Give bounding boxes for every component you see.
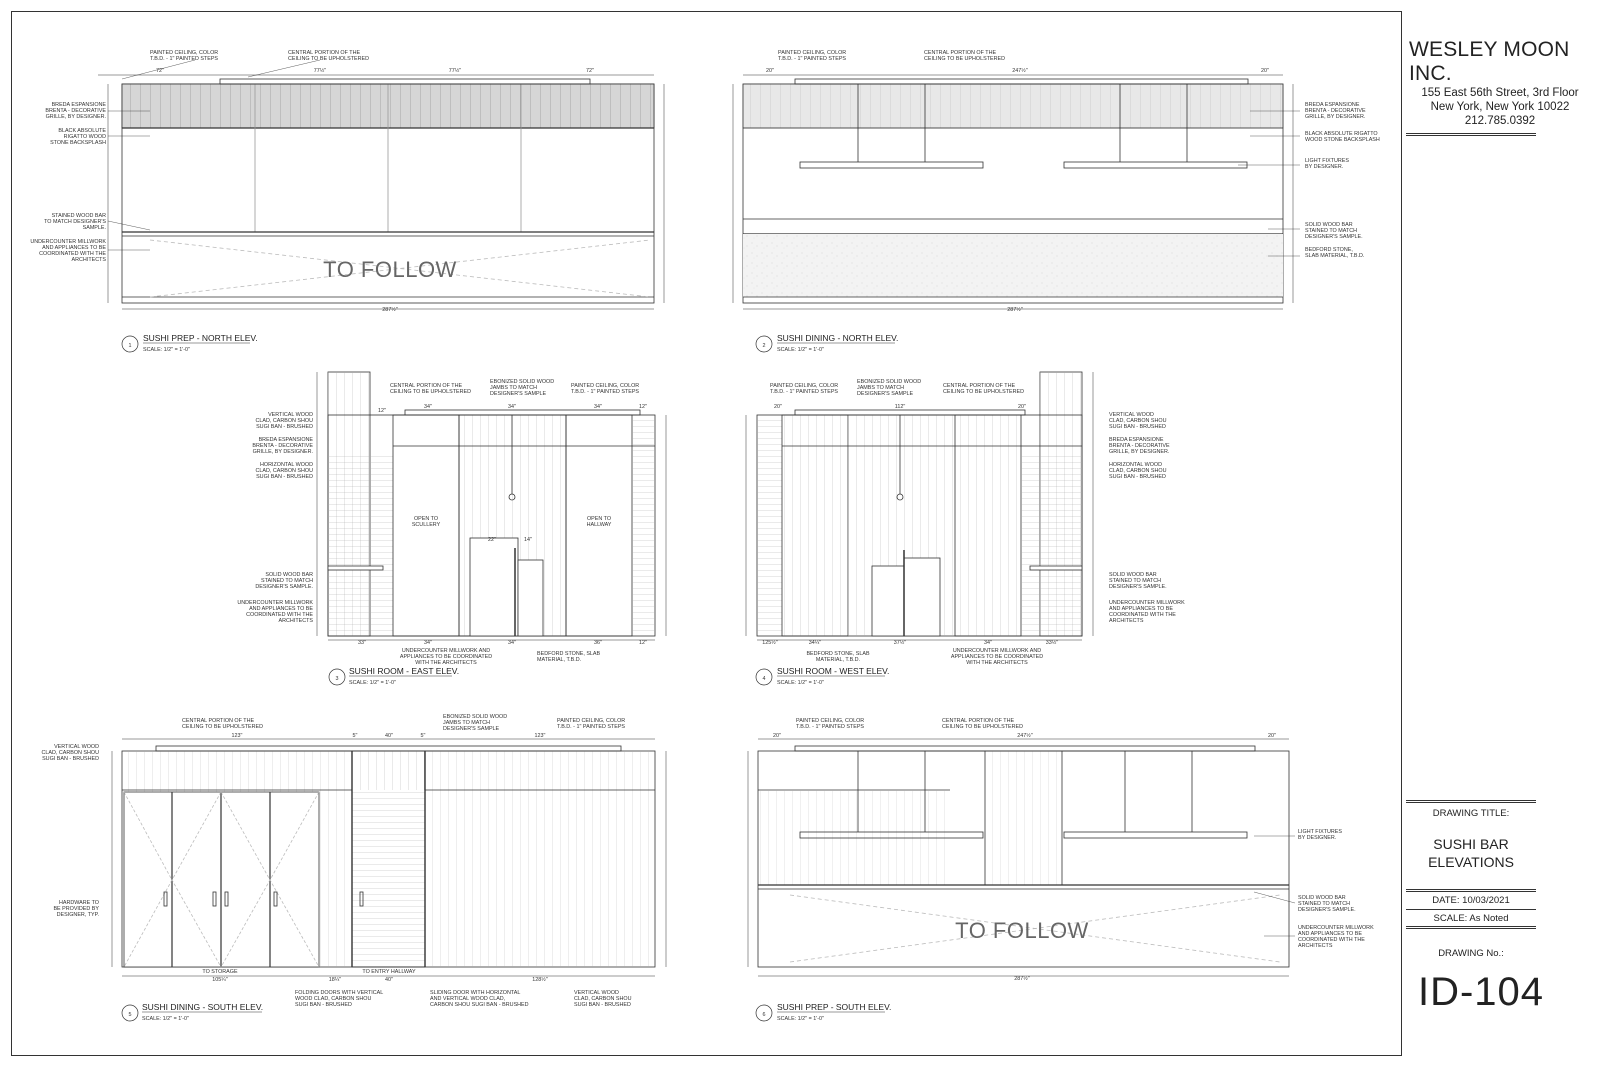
upholstered-ceiling [405,410,640,415]
view-scale: SCALE: 1/2" = 1'-0" [142,1016,189,1022]
address-line-1: 155 East 56th Street, 3rd Floor [1421,87,1579,99]
note-vertical-wood: SUGI BAN - BRUSHED [42,756,99,762]
upholstered-ceiling [220,79,590,84]
note-breda-grille: BRENTA - DECORATIVE [45,108,106,114]
view-title-2 [756,333,898,353]
drawing-number-label: DRAWING No.: [1438,948,1504,959]
note-central-ceiling: CEILING TO BE UPHOLSTERED [942,724,1023,730]
dimension: 20" [773,733,781,739]
note-undercounter: UNDERCOUNTER MILLWORK [1298,925,1374,931]
note-breda-grille: BREDA ESPANSIONE [1109,437,1164,443]
note-breda-grille: GRILLE, BY DESIGNER. [1305,114,1366,120]
note-undercounter: UNDERCOUNTER MILLWORK AND [401,648,491,654]
door-opening [872,566,904,636]
note-undercounter: COORDINATED WITH THE [1109,612,1176,618]
drawing-title [1406,835,1536,871]
wood-bar [328,566,383,570]
note-backsplash: BLACK ABSOLUTE [58,128,106,134]
note-vertical-wood: SUGI BAN - BRUSHED [1109,424,1166,430]
stone-panel [743,234,1283,297]
note-folding-doors: SUGI BAN - BRUSHED [295,1002,352,1008]
view-scale: SCALE: 1/2" = 1'-0" [143,347,190,353]
note-horizontal-wood: CLAD, CARBON SHOU [255,468,313,474]
note-undercounter: ARCHITECTS [1109,618,1144,624]
drawing-number: ID-104 [1417,970,1545,1014]
view-3-sushi-room-east [317,372,666,640]
note-solid-wood-bar: DESIGNER'S SAMPLE. [1298,907,1356,913]
note-undercounter: UNDERCOUNTER MILLWORK [30,239,106,245]
dimension: 287½" [1014,976,1030,982]
light-fixture [800,162,983,168]
note-breda-grille: GRILLE, BY DESIGNER. [252,449,313,455]
view-number: 1 [128,343,132,349]
note-bedford-stone: BEDFORD STONE, SLAB [537,651,601,657]
dimension: 34" [984,640,992,646]
note-vertical-wood: VERTICAL WOOD [1109,412,1154,418]
view-title: SUSHI PREP - NORTH ELEV. [143,333,258,343]
note-painted-ceiling: PAINTED CEILING, COLOR [796,718,865,724]
note-horizontal-wood: SUGI BAN - BRUSHED [256,474,313,480]
dimension: 77½" [448,68,462,74]
light-fixture [1064,162,1247,168]
note-hardware: HARDWARE TO [58,900,99,906]
note-solid-wood-bar: DESIGNER'S SAMPLE. [1109,584,1167,590]
note-undercounter: COORDINATED WITH THE [39,251,106,257]
upholstered-ceiling [795,746,1255,751]
dimension: 33½" [1045,640,1059,646]
dimension: 247½" [1017,733,1033,739]
note-open-to-hallway: HALLWAY [586,522,612,528]
note-painted-ceiling: PAINTED CEILING, COLOR [557,718,626,724]
note-backsplash: WOOD STONE BACKSPLASH [1305,137,1380,143]
upholstered-ceiling [795,410,1025,415]
note-to-storage: TO STORAGE [202,969,238,975]
view-scale: SCALE: 1/2" = 1'-0" [777,680,824,686]
dimension: 105¼" [212,977,228,983]
decorative-grille [743,84,1283,128]
title-block-rule [1406,889,1536,892]
note-breda-grille: BREDA ESPANSIONE [51,102,106,108]
view-title: SUSHI ROOM - WEST ELEV. [777,666,890,676]
note-breda-grille: BRENTA - DECORATIVE [252,443,313,449]
upholstered-ceiling [156,746,621,751]
note-backsplash: RIGATTO WOOD [63,134,106,140]
view-title: SUSHI DINING - NORTH ELEV. [777,333,899,343]
note-undercounter: WITH THE ARCHITECTS [966,660,1028,666]
drawing-title-line-2: ELEVATIONS [1428,854,1514,870]
note-stained-wood-bar: STAINED WOOD BAR [51,213,106,219]
dimension: 12" [639,640,647,646]
note-open-to-scullery: OPEN TO [413,516,439,522]
note-ebonized-jambs: DESIGNER'S SAMPLE [443,726,500,732]
note-undercounter: APPLIANCES TO BE COORDINATED [399,654,493,660]
view-scale: SCALE: 1/2" = 1'-0" [777,347,824,353]
note-painted-ceiling: PAINTED CEILING, COLOR [571,383,640,389]
note-horizontal-wood: SUGI BAN - BRUSHED [1109,474,1166,480]
note-undercounter: UNDERCOUNTER MILLWORK AND [952,648,1042,654]
note-undercounter: COORDINATED WITH THE [1298,937,1365,943]
note-solid-wood-bar: STAINED TO MATCH [1305,228,1358,234]
dimension: 5" [352,733,358,739]
dimension: 34" [508,404,516,410]
note-solid-wood-bar: SOLID WOOD BAR [1298,895,1346,901]
dimension: 287½" [382,307,398,313]
note-central-ceiling: CEILING TO BE UPHOLSTERED [943,389,1024,395]
note-light-fixtures: BY DESIGNER. [1298,835,1337,841]
note-central-ceiling: CENTRAL PORTION OF THE [182,718,255,724]
dimension: 40" [385,977,393,983]
dimension: 287½" [1007,307,1023,313]
note-central-ceiling: CENTRAL PORTION OF THE [943,383,1016,389]
dimension: 72" [156,68,164,74]
note-light-fixtures: LIGHT FIXTURES [1305,158,1349,164]
view-number: 5 [128,1012,132,1018]
note-breda-grille: BREDA ESPANSIONE [258,437,313,443]
note-vertical-wood: CLAD, CARBON SHOU [574,996,632,1002]
dimension: 20" [1018,404,1026,410]
note-ebonized-jambs: EBONIZED SOLID WOOD [443,714,508,720]
note-solid-wood-bar: STAINED TO MATCH [260,578,313,584]
dimension: 20" [1261,68,1269,74]
note-painted-ceiling: T.B.D. - 1" PAINTED STEPS [150,56,219,62]
note-bedford-stone: SLAB MATERIAL, T.B.D. [1305,253,1365,259]
dimension: 247½" [1012,68,1028,74]
note-painted-ceiling: T.B.D. - 1" PAINTED STEPS [571,389,640,395]
note-painted-ceiling: PAINTED CEILING, COLOR [770,383,839,389]
drawing-scale: SCALE: As Noted [1433,913,1509,924]
firm-name: WESLEY MOON INC. [1409,38,1570,85]
note-vertical-wood: SUGI BAN - BRUSHED [574,1002,631,1008]
dimension: 123" [231,733,243,739]
view-scale: SCALE: 1/2" = 1'-0" [777,1016,824,1022]
note-breda-grille: GRILLE, BY DESIGNER. [1109,449,1170,455]
note-backsplash: BLACK ABSOLUTE RIGATTO [1305,131,1378,137]
view-title-6 [756,1002,891,1022]
view-title-5 [122,1002,263,1022]
dimension: 5" [420,733,426,739]
upholstered-ceiling [795,79,1248,84]
dimension: 77½" [313,68,327,74]
drawing-title-line-1: SUSHI BAR [1433,836,1509,852]
dimension: 36" [594,640,602,646]
dimension: 33" [358,640,366,646]
door-opening [470,538,518,636]
dimension: 20" [766,68,774,74]
note-undercounter: AND APPLIANCES TO BE [1109,606,1173,612]
note-painted-ceiling: T.B.D. - 1" PAINTED STEPS [796,724,865,730]
note-undercounter: APPLIANCES TO BE COORDINATED [950,654,1044,660]
dimension: 34" [594,404,602,410]
note-solid-wood-bar: SOLID WOOD BAR [265,572,313,578]
note-horizontal-wood: CLAD, CARBON SHOU [1109,468,1167,474]
note-ebonized-jambs: JAMBS TO MATCH [443,720,491,726]
title-block-rule [1406,909,1536,910]
note-to-entry-hallway: TO ENTRY HALLWAY [362,969,416,975]
note-vertical-wood: CLAD, CARBON SHOU [1109,418,1167,424]
dimension: 12" [639,404,647,410]
note-solid-wood-bar: SOLID WOOD BAR [1109,572,1157,578]
title-block-rule [1406,133,1536,136]
view-4-sushi-room-west [746,372,1093,640]
dimension: 14" [524,537,532,543]
drawing-title-label: DRAWING TITLE: [1432,808,1510,819]
note-vertical-wood: VERTICAL WOOD [574,990,619,996]
note-vertical-wood: CLAD, CARBON SHOU [255,418,313,424]
note-open-to-scullery: SCULLERY [411,522,441,528]
note-breda-grille: BRENTA - DECORATIVE [1109,443,1170,449]
firm-phone: 212.785.0392 [1464,115,1536,127]
note-undercounter: WITH THE ARCHITECTS [415,660,477,666]
note-central-ceiling: CEILING TO BE UPHOLSTERED [924,56,1005,62]
note-vertical-wood: VERTICAL WOOD [268,412,313,418]
note-bedford-stone: MATERIAL, T.B.D. [815,657,861,663]
note-sliding-door: AND VERTICAL WOOD CLAD, [430,996,506,1002]
dimension: 34¼" [808,640,822,646]
note-solid-wood-bar: STAINED TO MATCH [1298,901,1351,907]
dimension: 72" [586,68,594,74]
view-title-3 [329,666,459,686]
dimension: 20" [1268,733,1276,739]
note-ebonized-jambs: DESIGNER'S SAMPLE [857,391,914,397]
wood-bar [1030,566,1082,570]
note-sliding-door: SLIDING DOOR WITH HORIZONTAL [430,990,521,996]
dimension: 125½" [762,640,778,646]
note-vertical-wood: CLAD, CARBON SHOU [41,750,99,756]
title-block-rule [1406,800,1536,803]
view-title-4 [756,666,889,686]
view-title-1 [122,333,258,353]
view-title: SUSHI ROOM - EAST ELEV. [349,666,460,676]
note-hardware: BE PROVIDED BY [53,906,99,912]
note-backsplash: STONE BACKSPLASH [50,140,106,146]
view-number: 3 [335,676,339,682]
note-ebonized-jambs: DESIGNER'S SAMPLE [490,391,547,397]
note-central-ceiling: CENTRAL PORTION OF THE [288,50,361,56]
note-solid-wood-bar: SOLID WOOD BAR [1305,222,1353,228]
note-undercounter: ARCHITECTS [1298,943,1333,949]
view-number: 4 [762,676,766,682]
note-light-fixtures: LIGHT FIXTURES [1298,829,1342,835]
dimension: 34" [508,640,516,646]
note-painted-ceiling: T.B.D. - 1" PAINTED STEPS [770,389,839,395]
to-follow-placeholder: TO FOLLOW [955,918,1089,943]
note-central-ceiling: CEILING TO BE UPHOLSTERED [182,724,263,730]
note-painted-ceiling: PAINTED CEILING, COLOR [150,50,219,56]
note-horizontal-wood: HORIZONTAL WOOD [1109,462,1163,468]
note-stained-wood-bar: TO MATCH DESIGNER'S [44,219,106,225]
light-fixture [1064,832,1247,838]
drawing-date: DATE: 10/03/2021 [1432,895,1510,906]
note-undercounter: AND APPLIANCES TO BE [249,606,313,612]
note-light-fixtures: BY DESIGNER. [1305,164,1344,170]
note-breda-grille: BREDA ESPANSIONE [1305,102,1360,108]
note-horizontal-wood: HORIZONTAL WOOD [259,462,313,468]
note-undercounter: AND APPLIANCES TO BE [1298,931,1362,937]
note-bedford-stone: BEDFORD STONE, SLAB [806,651,870,657]
note-central-ceiling: CENTRAL PORTION OF THE [390,383,463,389]
note-folding-doors: FOLDING DOORS WITH VERTICAL [295,990,384,996]
note-sliding-door: CARBON SHOU SUGI BAN - BRUSHED [430,1002,529,1008]
note-open-to-hallway: OPEN TO [586,516,612,522]
note-undercounter: AND APPLIANCES TO BE [42,245,106,251]
note-ebonized-jambs: JAMBS TO MATCH [490,385,538,391]
dimension: 22" [488,537,496,543]
note-ebonized-jambs: EBONIZED SOLID WOOD [857,379,922,385]
note-undercounter: ARCHITECTS [278,618,313,624]
dimension: 40" [385,733,393,739]
note-vertical-wood: VERTICAL WOOD [54,744,99,750]
note-central-ceiling: CENTRAL PORTION OF THE [942,718,1015,724]
note-undercounter: COORDINATED WITH THE [246,612,313,618]
dimension: 20" [774,404,782,410]
note-painted-ceiling: T.B.D. - 1" PAINTED STEPS [557,724,626,730]
note-undercounter: UNDERCOUNTER MILLWORK [1109,600,1185,606]
note-central-ceiling: CEILING TO BE UPHOLSTERED [288,56,369,62]
note-solid-wood-bar: STAINED TO MATCH [1109,578,1162,584]
note-breda-grille: BRENTA - DECORATIVE [1305,108,1366,114]
note-central-ceiling: CEILING TO BE UPHOLSTERED [390,389,471,395]
note-ebonized-jambs: JAMBS TO MATCH [857,385,905,391]
dimension: 18¼" [328,977,342,983]
note-undercounter: UNDERCOUNTER MILLWORK [237,600,313,606]
note-stained-wood-bar: SAMPLE. [82,225,106,231]
to-follow-placeholder: TO FOLLOW [323,257,457,282]
note-ebonized-jambs: EBONIZED SOLID WOOD [490,379,555,385]
note-breda-grille: GRILLE, BY DESIGNER. [45,114,106,120]
dimension: 123" [534,733,546,739]
dimension: 34" [424,404,432,410]
view-number: 6 [762,1012,766,1018]
dimension: 34" [424,640,432,646]
note-undercounter: ARCHITECTS [71,257,106,263]
note-painted-ceiling: PAINTED CEILING, COLOR [778,50,847,56]
note-painted-ceiling: T.B.D. - 1" PAINTED STEPS [778,56,847,62]
dimension: 112" [894,404,906,410]
note-vertical-wood: SUGI BAN - BRUSHED [256,424,313,430]
note-solid-wood-bar: DESIGNER'S SAMPLE. [255,584,313,590]
note-hardware: DESIGNER, TYP. [56,912,99,918]
view-5-sushi-dining-south [112,739,666,976]
dimension: 128½" [532,977,548,983]
view-title: SUSHI DINING - SOUTH ELEV. [142,1002,264,1012]
view-scale: SCALE: 1/2" = 1'-0" [349,680,396,686]
dimension: 37½" [893,640,907,646]
title-block-rule [1406,926,1536,929]
view-title: SUSHI PREP - SOUTH ELEV. [777,1002,892,1012]
note-bedford-stone: MATERIAL, T.B.D. [537,657,582,663]
note-solid-wood-bar: DESIGNER'S SAMPLE. [1305,234,1363,240]
firm-address [1405,86,1595,128]
view-2-sushi-dining-north [733,75,1300,309]
note-central-ceiling: CENTRAL PORTION OF THE [924,50,997,56]
dimension: 12" [378,408,386,414]
note-bedford-stone: BEDFORD STONE, [1305,247,1353,253]
note-folding-doors: WOOD CLAD, CARBON SHOU [295,996,372,1002]
view-number: 2 [762,343,766,349]
address-line-2: New York, New York 10022 [1430,101,1570,113]
